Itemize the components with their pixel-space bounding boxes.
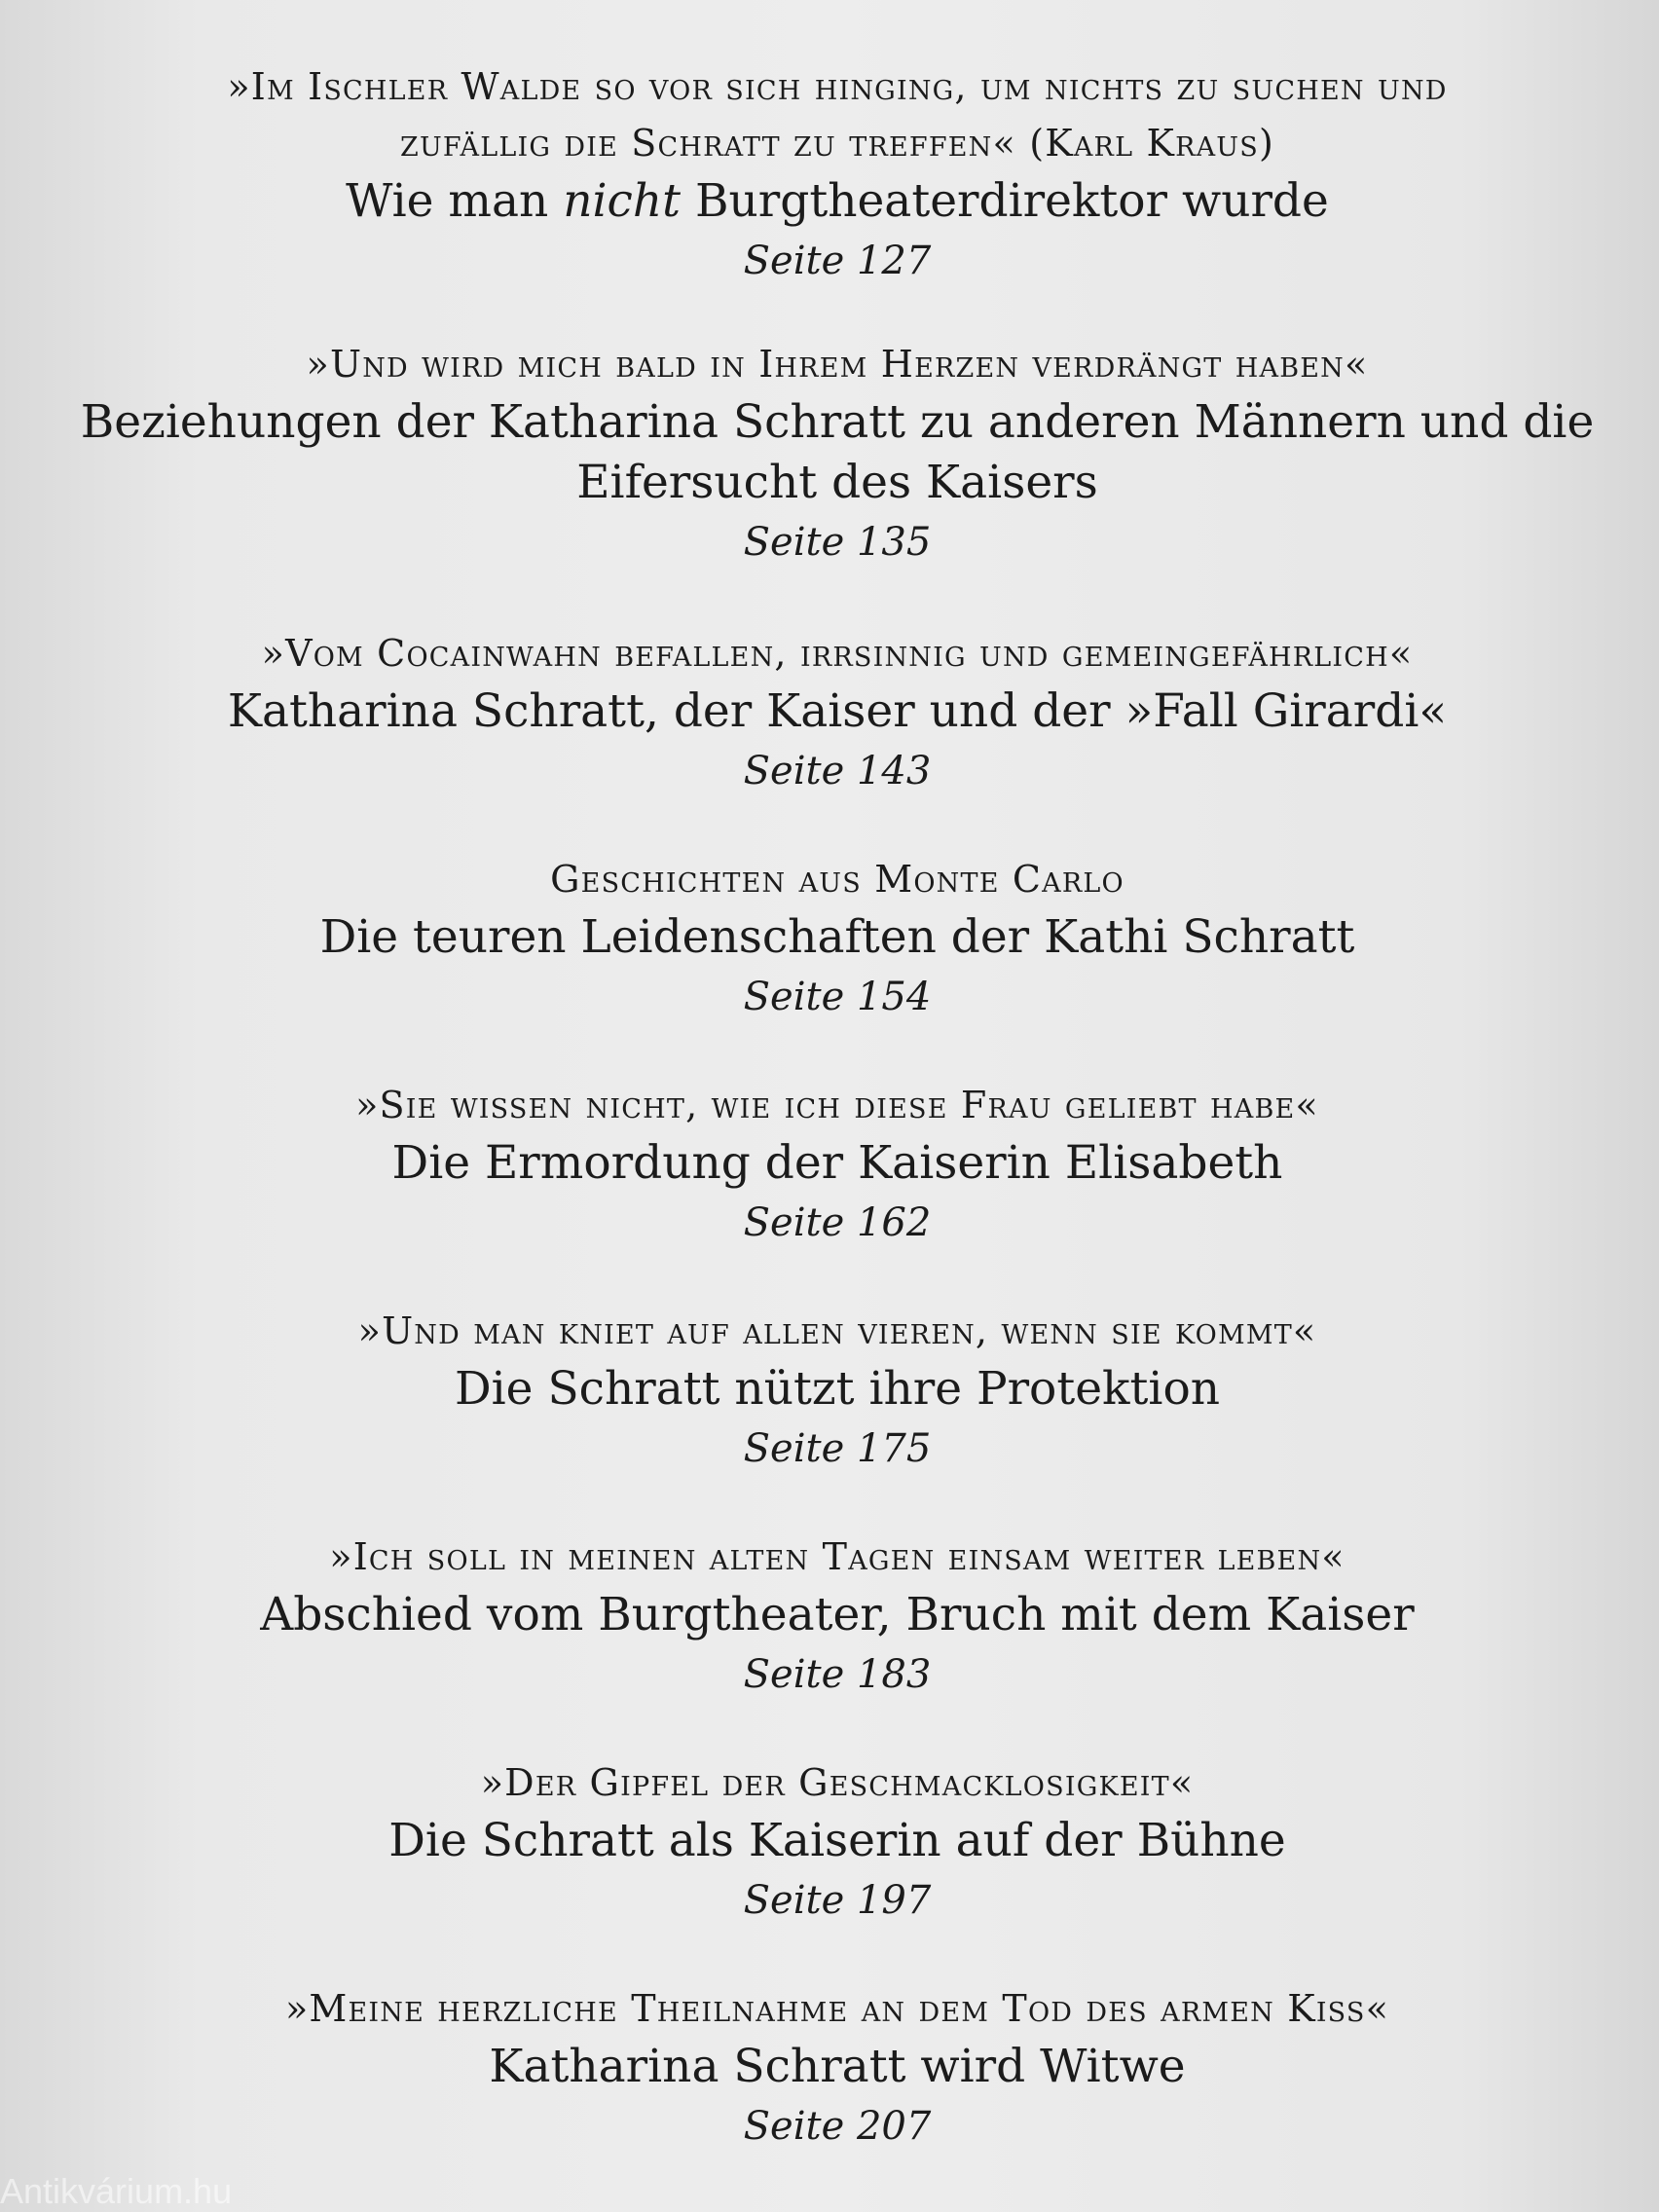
chapter-quote: Geschichten aus Monte Carlo	[550, 858, 1124, 901]
chapter-quote-continued: zufällig die Schratt zu treffen« (Karl Kraus)	[400, 122, 1274, 165]
chapter-quote: »Im Ischler Walde so vor sich hinging, um nichts zu suchen und	[227, 65, 1448, 108]
chapter-title: Katharina Schratt wird Witwe	[489, 2040, 1186, 2093]
chapter-page-number: Seite 162	[743, 1200, 932, 1245]
chapter-title-continued: Eifersucht des Kaisers	[576, 456, 1098, 509]
chapter-page-number: Seite 135	[743, 520, 932, 565]
toc-entry	[78, 58, 1597, 290]
chapter-quote: »Der Gipfel der Geschmacklosigkeit«	[480, 1761, 1195, 1804]
chapter-quote: »Ich soll in meinen alten Tagen einsam weiter leben«	[329, 1535, 1346, 1578]
chapter-page-number: Seite 197	[743, 1878, 932, 1923]
chapter-quote: »Sie wissen nicht, wie ich diese Frau geliebt habe«	[355, 1084, 1319, 1126]
chapter-page-number: Seite 175	[743, 1426, 932, 1471]
chapter-title-emphasis: nicht	[563, 174, 682, 228]
toc-entry	[78, 1529, 1597, 1704]
chapter-page-number: Seite 154	[743, 975, 932, 1019]
chapter-title: Katharina Schratt, der Kaiser und der »Fall Girardi«	[227, 684, 1448, 738]
chapter-title: Die Schratt als Kaiserin auf der Bühne	[388, 1814, 1286, 1867]
chapter-title: Die Ermordung der Kaiserin Elisabeth	[391, 1136, 1283, 1190]
chapter-page-number: Seite 183	[743, 1652, 932, 1697]
chapter-title: Die Schratt nützt ihre Protektion	[454, 1362, 1221, 1416]
toc-entry	[78, 1077, 1597, 1252]
chapter-quote: »Vom Cocainwahn befallen, irrsinnig und gemeingefährlich«	[261, 632, 1414, 675]
toc-entry	[78, 336, 1597, 571]
chapter-quote: »Und wird mich bald in Ihrem Herzen verdrängt haben«	[306, 343, 1369, 386]
chapter-title-part: Wie man	[346, 174, 564, 228]
toc-entry	[78, 851, 1597, 1026]
toc-entry	[78, 1980, 1597, 2156]
chapter-quote: »Und man kniet auf allen vieren, wenn sie kommt«	[357, 1309, 1317, 1352]
chapter-title-part: Burgtheaterdirektor wurde	[681, 174, 1329, 228]
chapter-quote: »Meine herzliche Theilnahme an dem Tod des armen Kiss«	[284, 1987, 1390, 2030]
chapter-page-number: Seite 143	[743, 749, 932, 793]
chapter-title	[78, 171, 1597, 232]
toc-entry	[78, 1303, 1597, 1478]
chapter-title: Abschied vom Burgtheater, Bruch mit dem Kaiser	[260, 1588, 1415, 1641]
chapter-page-number: Seite 207	[743, 2104, 932, 2149]
chapter-page-number: Seite 127	[743, 239, 932, 283]
watermark: Antikvárium.hu	[0, 2171, 233, 2211]
table-of-contents-page	[78, 58, 1597, 2171]
chapter-title: Beziehungen der Katharina Schratt zu anderen Männern und die	[80, 395, 1595, 449]
toc-entry	[78, 625, 1597, 800]
toc-entry	[78, 1754, 1597, 1930]
chapter-title: Die teuren Leidenschaften der Kathi Schratt	[319, 910, 1355, 964]
